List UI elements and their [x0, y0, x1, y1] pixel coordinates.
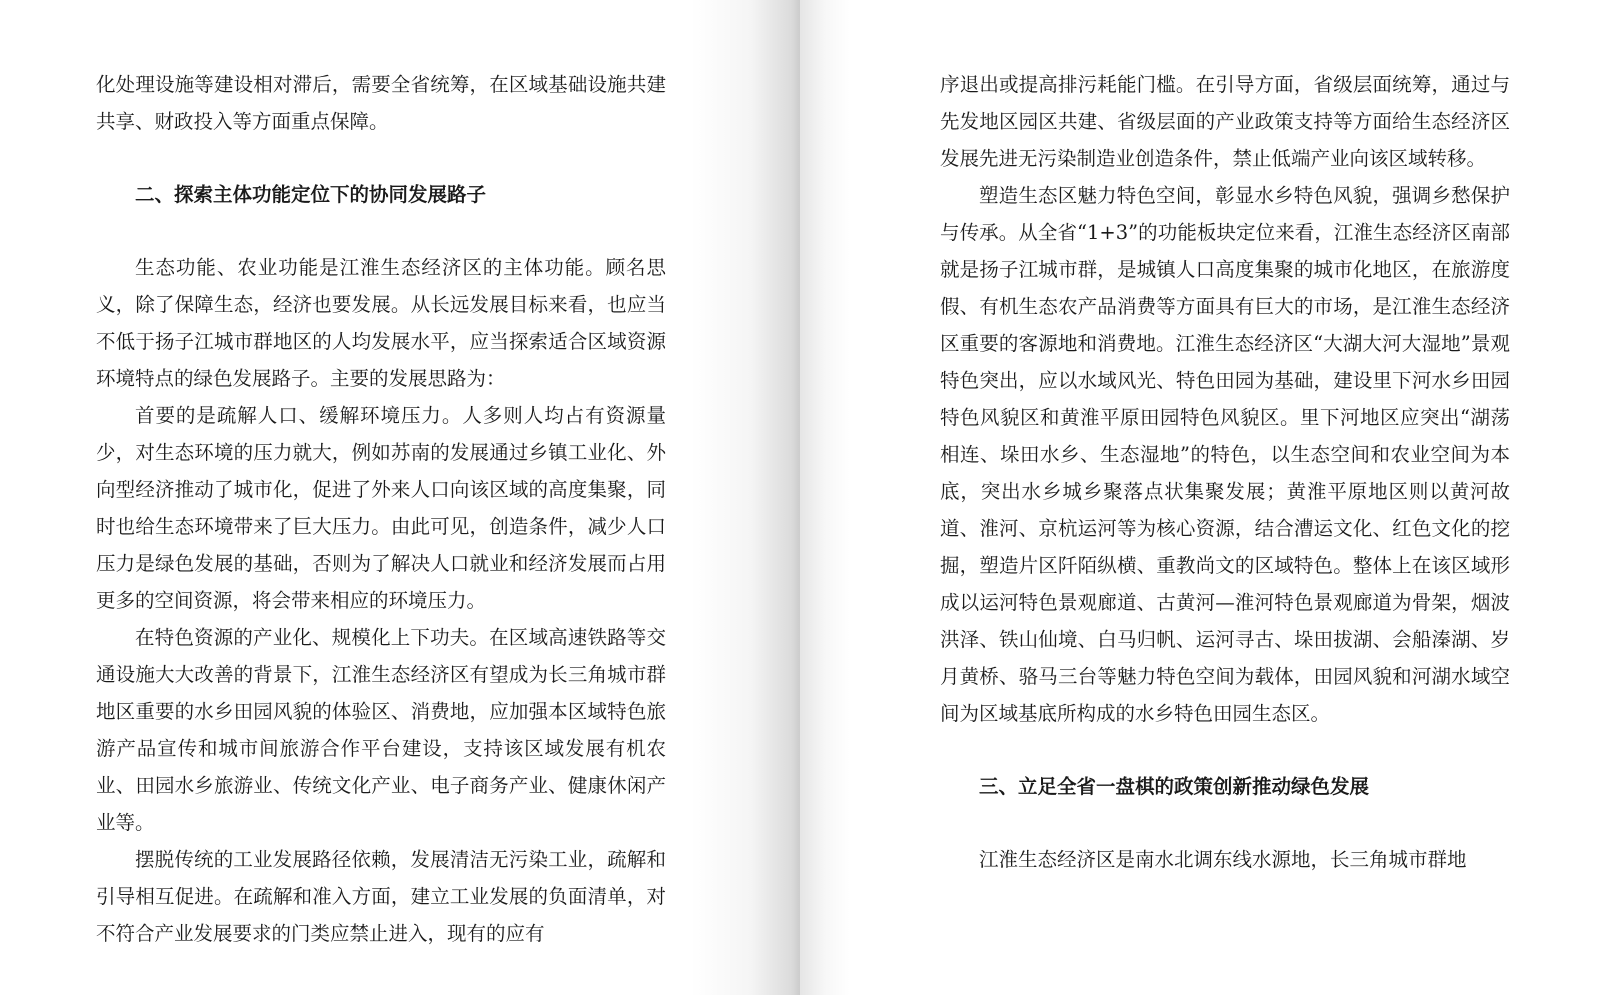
left-paragraph-4: 摆脱传统的工业发展路径依赖，发展清洁无污染工业，疏解和引导相互促进。在疏解和准入方面，建立工业发展的负面清单，对不符合产业发展要求的门类应禁止进入，现有的应有 — [96, 848, 666, 945]
left-section-heading: 二、探索主体功能定位下的协同发展路子 — [135, 183, 487, 206]
right-page-text — [940, 66, 1510, 878]
left-paragraph-1: 生态功能、农业功能是江淮生态经济区的主体功能。顾名思义，除了保障生态，经济也要发展。从长远发展目标来看，也应当不低于扬子江城市群地区的人均发展水平，应当探索适合区域资源环境特点的绿色发展路子。主要的发展思路为： — [96, 256, 666, 390]
left-continued-paragraph: 化处理设施等建设相对滞后，需要全省统筹，在区域基础设施共建共享、财政投入等方面重点保障。 — [96, 73, 666, 133]
left-paragraph-3: 在特色资源的产业化、规模化上下功夫。在区域高速铁路等交通设施大大改善的背景下，江淮生态经济区有望成为长三角城市群地区重要的水乡田园风貌的体验区、消费地，应加强本区域特色旅游产品宣传和城市间旅游合作平台建设，支持该区域发展有机农业、田园水乡旅游业、传统文化产业、电子商务产业、健康休闲产业等。 — [96, 626, 666, 834]
right-section-heading: 三、立足全省一盘棋的政策创新推动绿色发展 — [979, 775, 1370, 798]
right-continued-paragraph: 序退出或提高排污耗能门槛。在引导方面，省级层面统筹，通过与先发地区园区共建、省级层面的产业政策支持等方面给生态经济区发展先进无污染制造业创造条件，禁止低端产业向该区域转移。 — [940, 73, 1510, 170]
right-page — [800, 0, 1600, 995]
right-last-paragraph: 江淮生态经济区是南水北调东线水源地，长三角城市群地 — [979, 848, 1467, 871]
left-paragraph-2: 首要的是疏解人口、缓解环境压力。人多则人均占有资源量少，对生态环境的压力就大，例如苏南的发展通过乡镇工业化、外向型经济推动了城市化，促进了外来人口向该区域的高度集聚，同时也给生态环境带来了巨大压力。由此可见，创造条件，减少人口压力是绿色发展的基础，否则为了解决人口就业和经济发展而占用更多的空间资源，将会带来相应的环境压力。 — [96, 404, 666, 612]
right-paragraph-1: 塑造生态区魅力特色空间，彰显水乡特色风貌，强调乡愁保护与传承。从全省“1+3”的功能板块定位来看，江淮生态经济区南部就是扬子江城市群，是城镇人口高度集聚的城市化地区，在旅游度假、有机生态农产品消费等方面具有巨大的市场，是江淮生态经济区重要的客源地和消费地。江淮生态经济区“大湖大河大湿地”景观特色突出，应以水域风光、特色田园为基础，建设里下河水乡田园特色风貌区和黄淮平原田园特色风貌区。里下河地区应突出“湖荡相连、垛田水乡、生态湿地”的特色，以生态空间和农业空间为本底，突出水乡城乡聚落点状集聚发展；黄淮平原地区则以黄河故道、淮河、京杭运河等为核心资源，结合漕运文化、红色文化的挖掘，塑造片区阡陌纵横、重教尚文的区域特色。整体上在该区域形成以运河特色景观廊道、古黄河—淮河特色景观廊道为骨架，烟波洪泽、铁山仙境、白马归帆、运河寻古、垛田拔湖、会船溱湖、岁月黄桥、骆马三台等魅力特色空间为载体，田园风貌和河湖水域空间为区域基底所构成的水乡特色田园生态区。 — [940, 184, 1510, 725]
left-page-text — [96, 66, 666, 952]
